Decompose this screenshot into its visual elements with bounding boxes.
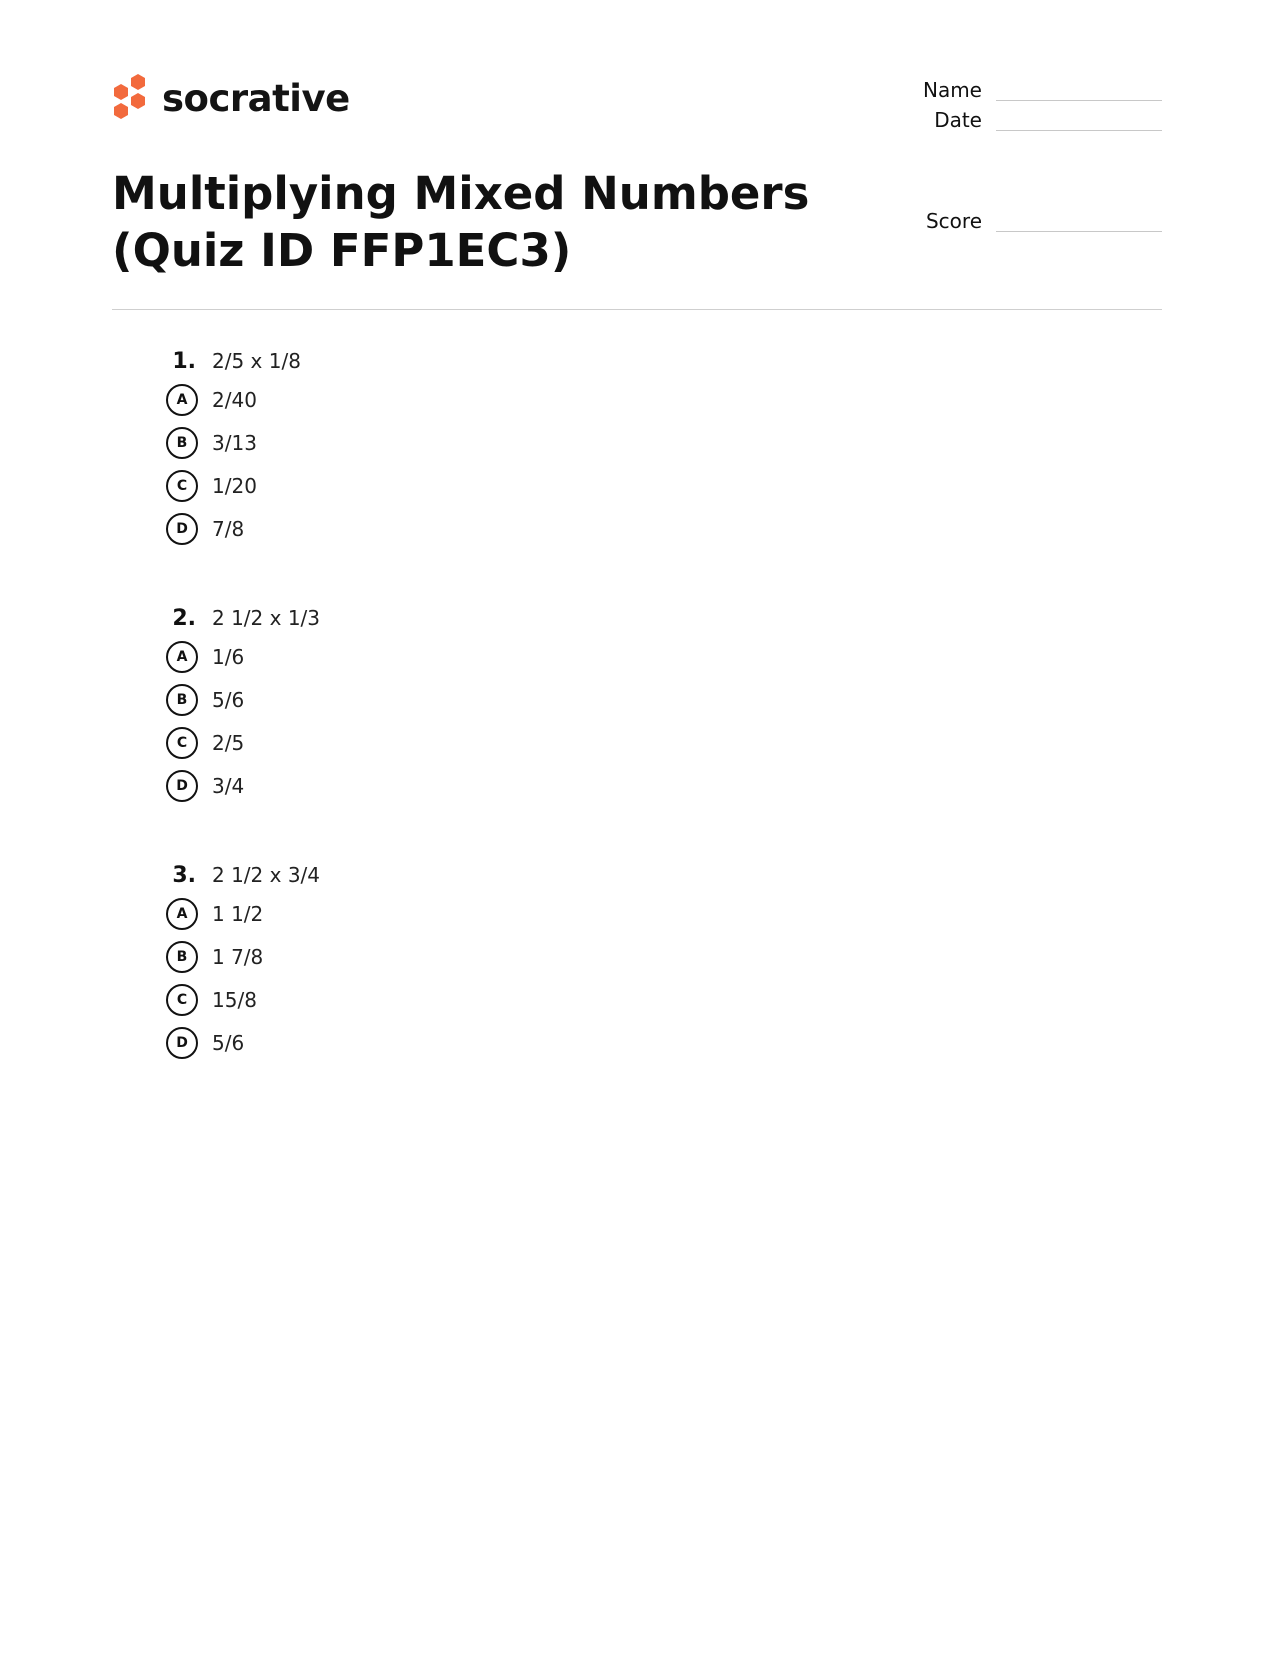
question-number: 2.: [172, 605, 196, 631]
option-text: 3/13: [212, 430, 257, 455]
option-d: [166, 507, 301, 550]
option-letter-badge: D: [166, 1027, 198, 1059]
question-1: [166, 344, 301, 550]
option-b: [166, 421, 301, 464]
date-label: Date: [934, 108, 982, 132]
score-label: Score: [925, 209, 982, 233]
date-field: [882, 110, 1162, 130]
option-a: [166, 892, 320, 935]
option-b: [166, 935, 320, 978]
header-divider: [112, 309, 1162, 310]
quiz-title-line1: Multiplying Mixed Numbers: [112, 167, 810, 220]
option-a: [166, 378, 301, 421]
date-blank-line: [996, 130, 1162, 131]
question-text: 2/5 x 1/8: [212, 349, 301, 373]
hexagon-cluster-icon: [112, 74, 148, 122]
score-blank-line: [996, 231, 1162, 232]
question-number: 3.: [172, 862, 196, 888]
option-b: [166, 678, 320, 721]
option-c: [166, 721, 320, 764]
option-text: 2/40: [212, 387, 257, 412]
quiz-title-line2: (Quiz ID FFP1EC3): [112, 224, 572, 277]
option-letter-badge: B: [166, 941, 198, 973]
option-a: [166, 635, 320, 678]
socrative-logo: [112, 73, 350, 123]
question-3: [166, 858, 320, 1064]
option-letter-badge: A: [166, 898, 198, 930]
option-letter-badge: A: [166, 641, 198, 673]
option-c: [166, 464, 301, 507]
option-letter-badge: D: [166, 770, 198, 802]
option-letter-badge: D: [166, 513, 198, 545]
name-field: [882, 80, 1162, 100]
quiz-title: [112, 165, 872, 279]
option-text: 1/20: [212, 473, 257, 498]
option-text: 5/6: [212, 1030, 245, 1055]
option-text: 3/4: [212, 773, 245, 798]
option-d: [166, 764, 320, 807]
option-text: 7/8: [212, 516, 245, 541]
score-field: [882, 211, 1162, 231]
option-letter-badge: B: [166, 684, 198, 716]
option-letter-badge: C: [166, 470, 198, 502]
option-text: 1 7/8: [212, 944, 264, 969]
name-blank-line: [996, 100, 1162, 101]
option-text: 1/6: [212, 644, 245, 669]
option-text: 1 1/2: [212, 901, 264, 926]
name-label: Name: [922, 78, 982, 102]
brand-name: socrative: [162, 76, 350, 120]
question-text: 2 1/2 x 1/3: [212, 606, 321, 630]
option-c: [166, 978, 320, 1021]
question-2: [166, 601, 320, 807]
option-d: [166, 1021, 320, 1064]
option-text: 2/5: [212, 730, 245, 755]
option-letter-badge: B: [166, 427, 198, 459]
question-text: 2 1/2 x 3/4: [212, 863, 321, 887]
option-letter-badge: C: [166, 727, 198, 759]
option-letter-badge: C: [166, 984, 198, 1016]
option-letter-badge: A: [166, 384, 198, 416]
option-text: 15/8: [212, 987, 257, 1012]
option-text: 5/6: [212, 687, 245, 712]
question-number: 1.: [172, 348, 196, 374]
